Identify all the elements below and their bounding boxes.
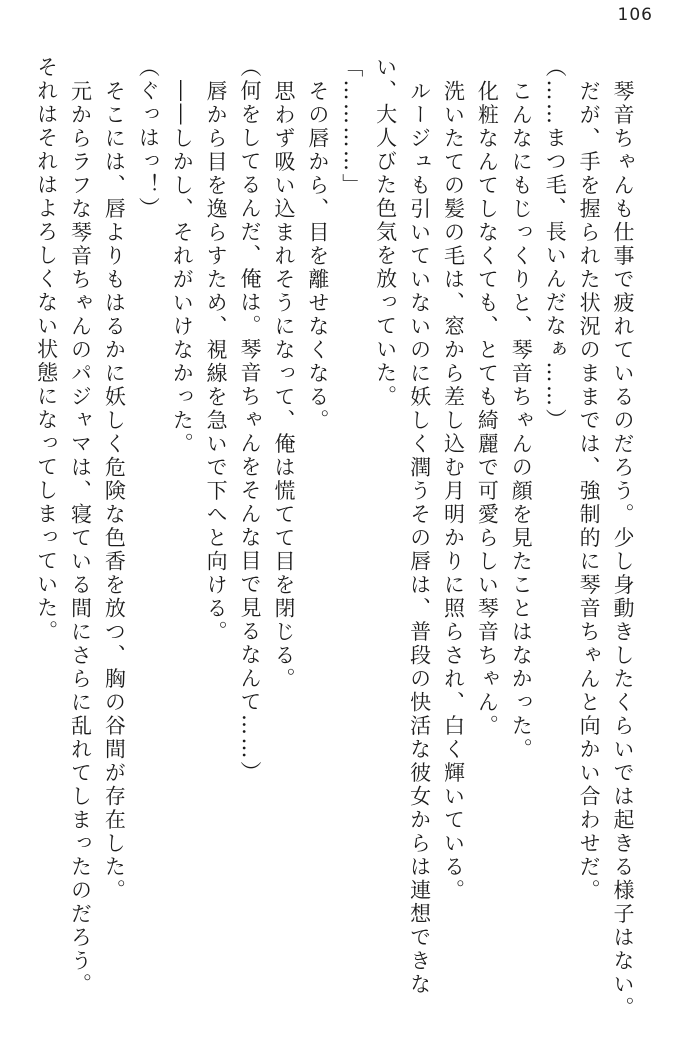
- text-column: （……まつ毛、長いんだなぁ……）: [543, 56, 568, 432]
- text-column: ルージュも引いていないのに妖しく潤うその唇は、普段の快活な彼女からは連想できな: [407, 79, 432, 996]
- text-column: 思わず吸い込まれそうになって、俺は慌てて目を閉じる。: [271, 79, 296, 691]
- text-column: こんなにもじっくりと、琴音ちゃんの顔を見たことはなかった。: [509, 79, 534, 761]
- text-column: だが、手を握られた状況のままでは、強制的に琴音ちゃんと向かい合わせだ。: [577, 79, 602, 902]
- text-column: 「…………」: [339, 56, 364, 197]
- text-column: 洗いたての髪の毛は、窓から差し込む月明かりに照らされ、白く輝いている。: [441, 79, 466, 902]
- vertical-text-block: [29, 56, 639, 1034]
- text-column: それはそれはよろしくない状態になってしまっていた。: [34, 56, 59, 644]
- text-column: （何をしてるんだ、俺は。琴音ちゃんをそんな目で見るなんて……）: [238, 56, 263, 785]
- text-column: 元からラフな琴音ちゃんのパジャマは、寝ている間にさらに乱れてしまったのだろう。: [68, 79, 93, 996]
- text-column: （ぐっはっ！）: [136, 56, 161, 221]
- text-column: その唇から、目を離せなくなる。: [305, 79, 330, 432]
- text-column: 琴音ちゃんも仕事で疲れているのだろう。少し身動きしたくらいでは起きる様子はない。: [611, 79, 635, 1020]
- text-column: 化粧なんてしなくても、とても綺麗で可愛らしい琴音ちゃん。: [475, 79, 500, 738]
- text-column: ――しかし、それがいけなかった。: [170, 79, 195, 456]
- text-column: そこには、唇よりもはるかに妖しく危険な色香を放つ、胸の谷間が存在した。: [102, 79, 127, 902]
- text-column: い、大人びた色気を放っていた。: [373, 56, 398, 409]
- page-number: 106: [617, 5, 653, 25]
- text-column: 唇から目を逸らすため、視線を急いで下へと向ける。: [204, 79, 229, 644]
